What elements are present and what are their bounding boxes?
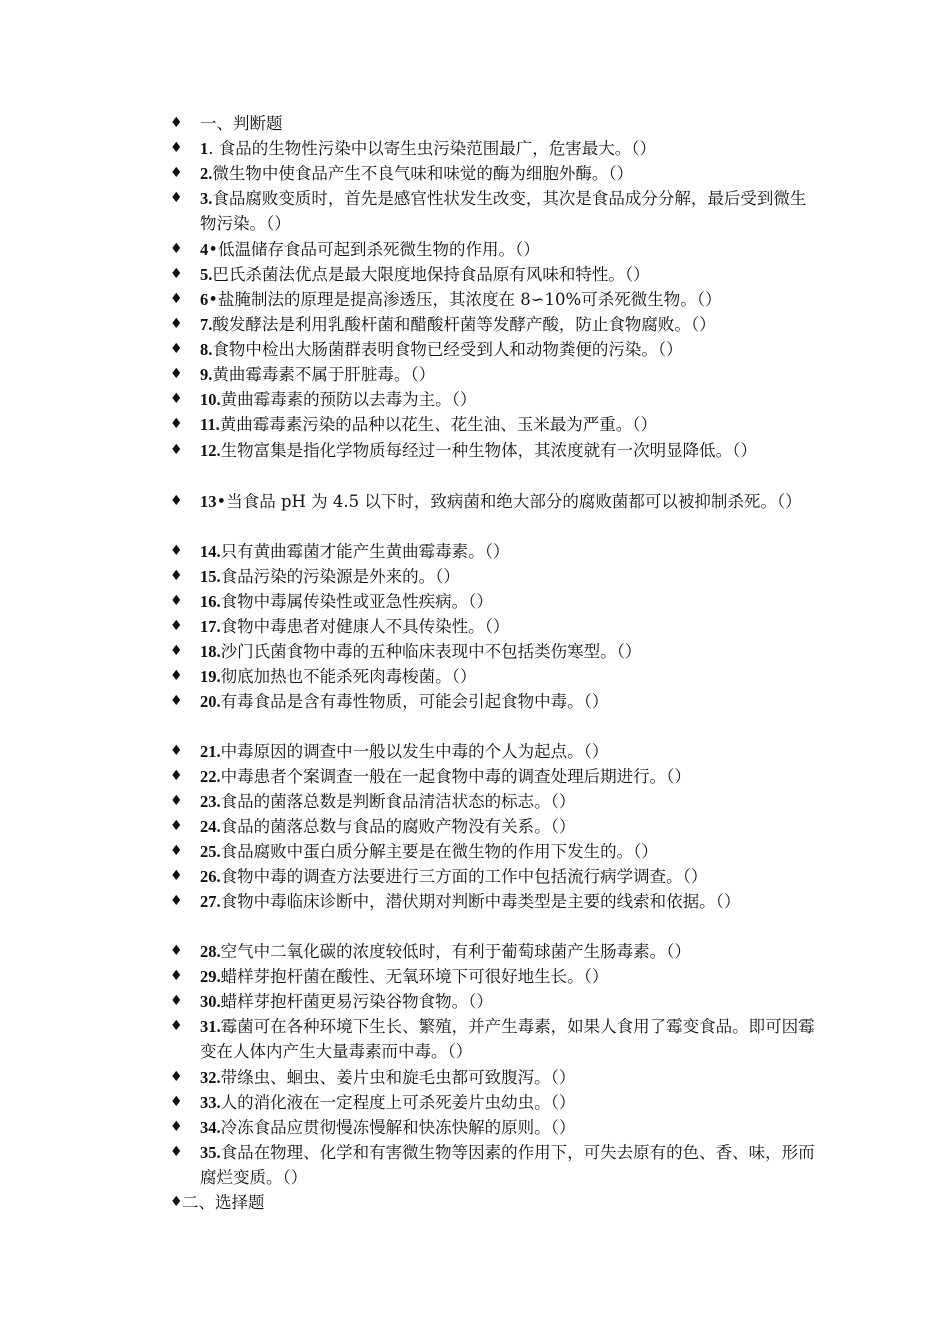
diamond-bullet-icon: ♦ xyxy=(170,341,183,357)
diamond-bullet-icon: ♦ xyxy=(170,165,183,181)
diamond-bullet-icon: ♦ xyxy=(170,140,183,156)
diamond-bullet-icon: ♦ xyxy=(170,1069,183,1085)
diamond-bullet-icon: ♦ xyxy=(170,291,183,307)
item-text: 霉菌可在各种环境下生长、繁殖，并产生毒素，如果人食用了霉变食品。即可因霉变在人体内产生大量毒素而中毒。（） xyxy=(200,1017,815,1061)
diamond-bullet-icon: ♦ xyxy=(170,818,183,834)
item-text: 食品腐败变质时，首先是感官性状发生改变，其次是食品成分分解，最后受到微生物污染。（） xyxy=(200,189,807,233)
diamond-bullet-icon: ♦ xyxy=(170,543,183,559)
section-title: 一、判断题 xyxy=(200,114,283,133)
diamond-bullet-icon: ♦ xyxy=(170,968,183,984)
item-number: 9. xyxy=(200,365,213,384)
item-number: 1 xyxy=(200,139,209,158)
item-text: 有毒食品是含有毒性物质，可能会引起食物中毒。（） xyxy=(220,692,609,711)
item-text: 空气中二氧化碳的浓度较低时，有利于葡萄球菌产生肠毒素。（） xyxy=(220,942,691,961)
item-text: 黄曲霉毒素不属于肝脏毒。（） xyxy=(212,365,436,384)
diamond-bullet-icon: ♦ xyxy=(170,190,183,206)
item-text: 食物中毒属传染性或亚急性疾病。（） xyxy=(220,592,493,611)
diamond-bullet-icon: ♦ xyxy=(170,266,183,282)
diamond-bullet-icon: ♦ xyxy=(170,416,183,432)
item-text: •当食品 pH 为 4.5 以下时，致病菌和绝大部分的腐败菌都可以被抑制杀死。（） xyxy=(216,492,802,511)
item-number: 3. xyxy=(200,189,213,208)
item-text: 食物中检出大肠菌群表明食物已经受到人和动物粪便的污染。（） xyxy=(212,340,683,359)
diamond-bullet-icon: ♦ xyxy=(170,1194,183,1210)
section-title: 二、选择题 xyxy=(182,1193,265,1212)
item-text: 微生物中使食品产生不良气味和味觉的酶为细胞外酶。（） xyxy=(212,164,634,183)
item-number: 5. xyxy=(200,265,213,284)
item-number: 7. xyxy=(200,315,213,334)
item-text: 食品的菌落总数是判断食品清洁状态的标志。（） xyxy=(220,792,576,811)
item-number: 15. xyxy=(200,567,221,586)
item-text: 蜡样芽抱杆菌更易污染谷物食物。（） xyxy=(220,992,493,1011)
item-number: 18. xyxy=(200,642,221,661)
diamond-bullet-icon: ♦ xyxy=(170,593,183,609)
item-number: 31. xyxy=(200,1017,221,1036)
item-text: 彻底加热也不能杀死肉毒梭菌。（） xyxy=(220,667,477,686)
item-number: 12. xyxy=(200,441,221,460)
item-number: 29. xyxy=(200,967,221,986)
item-number: 34. xyxy=(200,1118,221,1137)
diamond-bullet-icon: ♦ xyxy=(170,768,183,784)
diamond-bullet-icon: ♦ xyxy=(170,668,183,684)
item-text: 生物富集是指化学物质每经过一种生物体，其浓度就有一次明显降低。（） xyxy=(220,441,757,460)
item-text: 食物中毒临床诊断中，潜伏期对判断中毒类型是主要的线索和依据。（） xyxy=(220,892,741,911)
item-text: 食物中毒的调查方法要进行三方面的工作中包括流行病学调查。（） xyxy=(220,867,708,886)
diamond-bullet-icon: ♦ xyxy=(170,391,183,407)
diamond-bullet-icon: ♦ xyxy=(170,568,183,584)
diamond-bullet-icon: ♦ xyxy=(170,893,183,909)
item-text: 人的消化液在一定程度上可杀死姜片虫幼虫。（） xyxy=(220,1093,576,1112)
diamond-bullet-icon: ♦ xyxy=(170,1119,183,1135)
item-number: 17. xyxy=(200,617,221,636)
item-number: 6 xyxy=(200,290,209,309)
item-text: 食品污染的污染源是外来的。（） xyxy=(220,567,460,586)
item-text: 食物中毒患者对健康人不具传染性。（） xyxy=(220,617,510,636)
item-number: 35. xyxy=(200,1143,221,1162)
item-number: 23. xyxy=(200,792,221,811)
item-number: 21. xyxy=(200,742,221,761)
item-number: 20. xyxy=(200,692,221,711)
diamond-bullet-icon: ♦ xyxy=(170,241,183,257)
item-number: 32. xyxy=(200,1068,221,1087)
item-number: 2. xyxy=(200,164,213,183)
diamond-bullet-icon: ♦ xyxy=(170,868,183,884)
item-number: 26. xyxy=(200,867,221,886)
item-text: 巴氏杀菌法优点是最大限度地保持食品原有风味和特性。（） xyxy=(212,265,650,284)
item-text: 食品腐败中蛋白质分解主要是在微生物的作用下发生的。（） xyxy=(220,842,658,861)
item-text: 中毒原因的调查中一般以发生中毒的个人为起点。（） xyxy=(220,742,609,761)
diamond-bullet-icon: ♦ xyxy=(170,1018,183,1034)
item-number: 28. xyxy=(200,942,221,961)
diamond-bullet-icon: ♦ xyxy=(170,943,183,959)
diamond-bullet-icon: ♦ xyxy=(170,843,183,859)
item-text: 食品的菌落总数与食品的腐败产物没有关系。（） xyxy=(220,817,576,836)
item-number: 8. xyxy=(200,340,213,359)
item-number: 24. xyxy=(200,817,221,836)
item-number: 11. xyxy=(200,415,220,434)
diamond-bullet-icon: ♦ xyxy=(170,743,183,759)
item-number: 19. xyxy=(200,667,221,686)
item-text: 黄曲霉毒素的预防以去毒为主。（） xyxy=(220,390,477,409)
item-number: 16. xyxy=(200,592,221,611)
diamond-bullet-icon: ♦ xyxy=(170,618,183,634)
diamond-bullet-icon: ♦ xyxy=(170,316,183,332)
item-number: 13 xyxy=(200,492,217,511)
item-number: 25. xyxy=(200,842,221,861)
item-text: 只有黄曲霉菌才能产生黄曲霉毒素。（） xyxy=(220,542,510,561)
item-number: 10. xyxy=(200,390,221,409)
diamond-bullet-icon: ♦ xyxy=(170,493,183,509)
diamond-bullet-icon: ♦ xyxy=(170,442,183,458)
diamond-bullet-icon: ♦ xyxy=(170,1144,183,1160)
item-text: 冷冻食品应贯彻慢冻慢解和快冻快解的原则。（） xyxy=(220,1118,576,1137)
diamond-bullet-icon: ♦ xyxy=(170,115,183,131)
item-text: •盐腌制法的原理是提高渗透压，其浓度在 8∽10%可杀死微生物。（） xyxy=(208,290,722,309)
item-number: 22. xyxy=(200,767,221,786)
item-text: 中毒患者个案调查一般在一起食物中毒的调查处理后期进行。（） xyxy=(220,767,691,786)
item-text: 蜡样芽抱杆菌在酸性、无氧环境下可很好地生长。（） xyxy=(220,967,609,986)
item-number: 30. xyxy=(200,992,221,1011)
item-number: 33. xyxy=(200,1093,221,1112)
diamond-bullet-icon: ♦ xyxy=(170,993,183,1009)
diamond-bullet-icon: ♦ xyxy=(170,1094,183,1110)
item-text: 黄曲霉毒素污染的品种以花生、花生油、玉米最为严重。（） xyxy=(219,415,657,434)
item-text: 酸发酵法是利用乳酸杆菌和醋酸杆菌等发酵产酸，防止食物腐败。（） xyxy=(212,315,716,334)
diamond-bullet-icon: ♦ xyxy=(170,643,183,659)
item-text: 食品在物理、化学和有害微生物等因素的作用下，可失去原有的色、香、味，形而腐烂变质。（） xyxy=(200,1143,815,1187)
item-text: 带绦虫、蛔虫、姜片虫和旋毛虫都可致腹泻。（） xyxy=(220,1068,576,1087)
diamond-bullet-icon: ♦ xyxy=(170,366,183,382)
item-text: 沙门氏菌食物中毒的五种临床表现中不包括类伤寒型。（） xyxy=(220,642,642,661)
diamond-bullet-icon: ♦ xyxy=(170,693,183,709)
item-number: 4 xyxy=(200,240,209,259)
item-number: 27. xyxy=(200,892,221,911)
item-text: •低温储存食品可起到杀死微生物的作用。（） xyxy=(208,240,540,259)
item-text: . 食品的生物性污染中以寄生虫污染范围最广，危害最大。（） xyxy=(208,139,656,158)
item-number: 14. xyxy=(200,542,221,561)
diamond-bullet-icon: ♦ xyxy=(170,793,183,809)
